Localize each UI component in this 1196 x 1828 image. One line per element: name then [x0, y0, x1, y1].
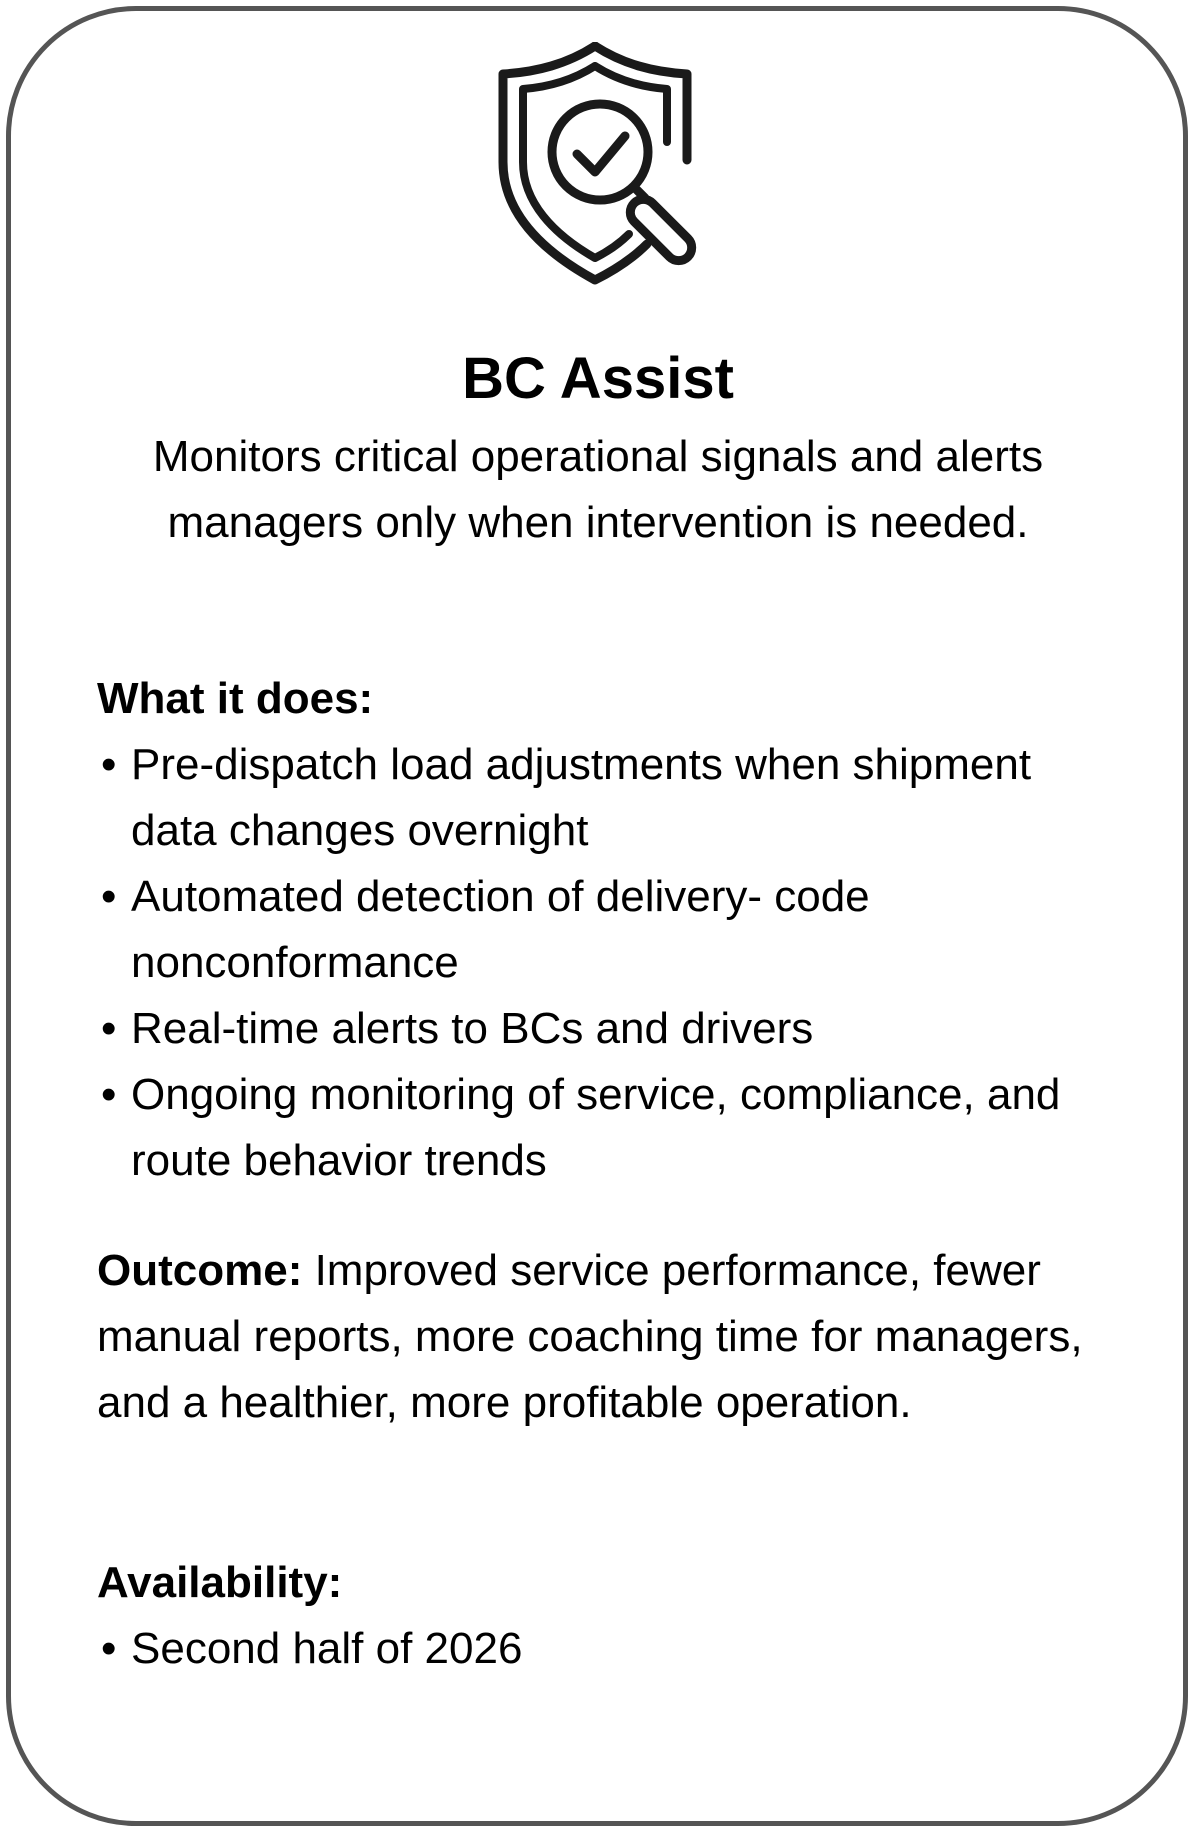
shield-magnifier-check-icon	[495, 42, 730, 287]
list-item: • Ongoing monitoring of service, compliance, and route behavior trends	[97, 1062, 1097, 1194]
outcome-section	[97, 1238, 1087, 1436]
list-item: • Second half of 2026	[97, 1616, 1097, 1682]
list-item: • Real-time alerts to BCs and drivers	[97, 996, 1097, 1062]
card-tagline: Monitors critical operational signals and alerts managers only when intervention is needed.	[152, 432, 1044, 547]
what-it-does-section	[97, 666, 1097, 1194]
list-item: • Automated detection of delivery- code nonconformance	[97, 864, 1097, 996]
outcome-text: Improved service performance, fewer manual reports, more coaching time for managers, and a healthier, more profitable operation.	[97, 1246, 1083, 1427]
what-it-does-heading: What it does:	[97, 674, 374, 723]
availability-section	[97, 1550, 1097, 1682]
outcome-label: Outcome:	[97, 1246, 315, 1295]
list-item: • Pre-dispatch load adjustments when shipment data changes overnight	[97, 732, 1097, 864]
card-title: BC Assist	[462, 346, 734, 411]
availability-heading: Availability:	[97, 1558, 343, 1607]
